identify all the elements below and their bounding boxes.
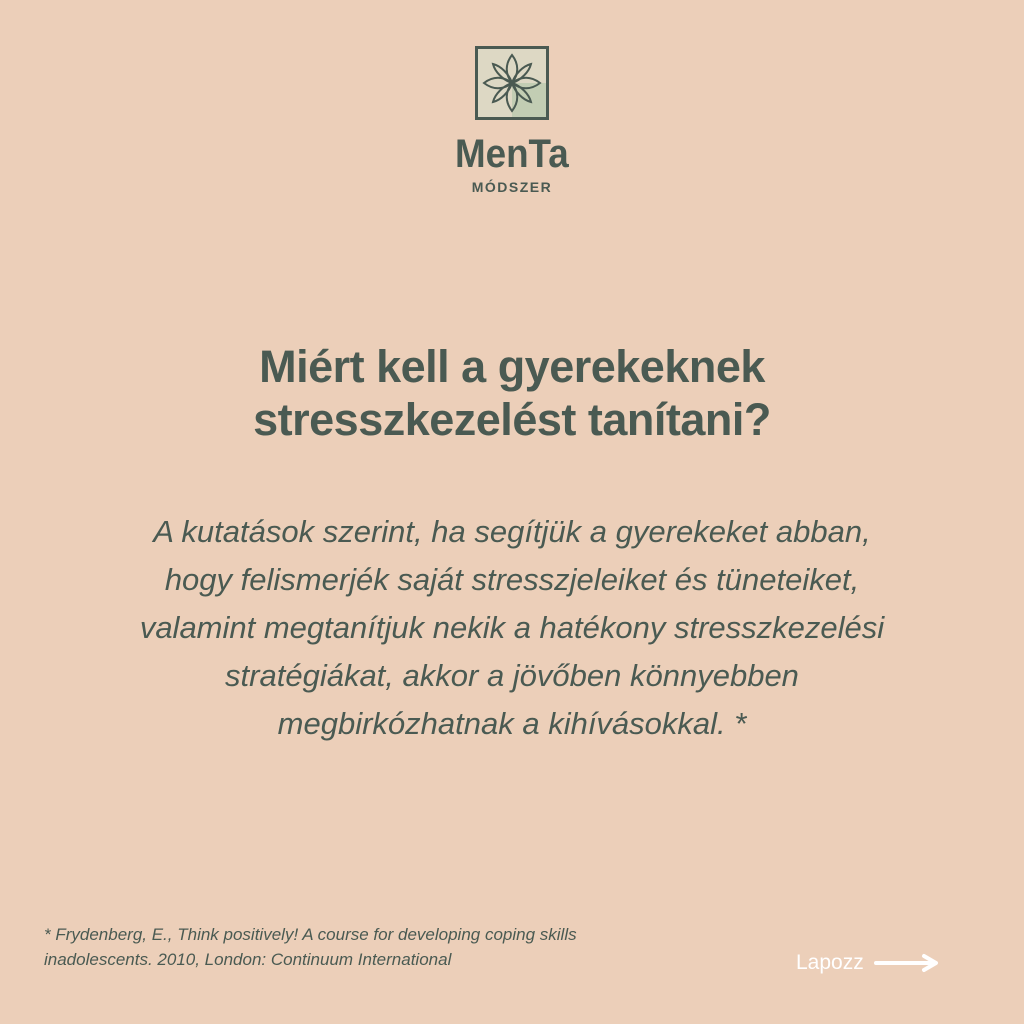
footnote — [44, 922, 744, 972]
footnote-line: * Frydenberg, E., Think positively! A course for developing coping skills — [44, 925, 577, 944]
body-line: megbirkózhatnak a kihívásokkal. * — [277, 706, 747, 741]
body-line: stratégiákat, akkor a jövőben könnyebben — [225, 658, 799, 693]
page-title — [0, 340, 1024, 446]
next-page-label: Lapozz — [796, 951, 864, 974]
title-line: stresszkezelést tanítani? — [253, 394, 771, 445]
arrow-right-icon — [874, 953, 940, 973]
body-line: valamint megtanítjuk nekik a hatékony stresszkezelési — [139, 610, 885, 645]
next-page-button[interactable] — [796, 951, 940, 975]
body-line: A kutatások szerint, ha segítjük a gyerekeket abban, — [153, 514, 871, 549]
brand-subtitle: MÓDSZER — [471, 179, 553, 195]
body-paragraph — [0, 508, 1024, 748]
body-line: hogy felismerjék saját stresszjeleiket és tüneteiket, — [164, 562, 860, 597]
title-line: Miért kell a gyerekeknek — [259, 341, 765, 392]
footnote-line: inadolescents. 2010, London: Continuum International — [44, 950, 452, 969]
flower-icon — [475, 46, 549, 120]
brand-name: MenTa — [455, 132, 569, 176]
brand-logo — [0, 46, 1024, 195]
